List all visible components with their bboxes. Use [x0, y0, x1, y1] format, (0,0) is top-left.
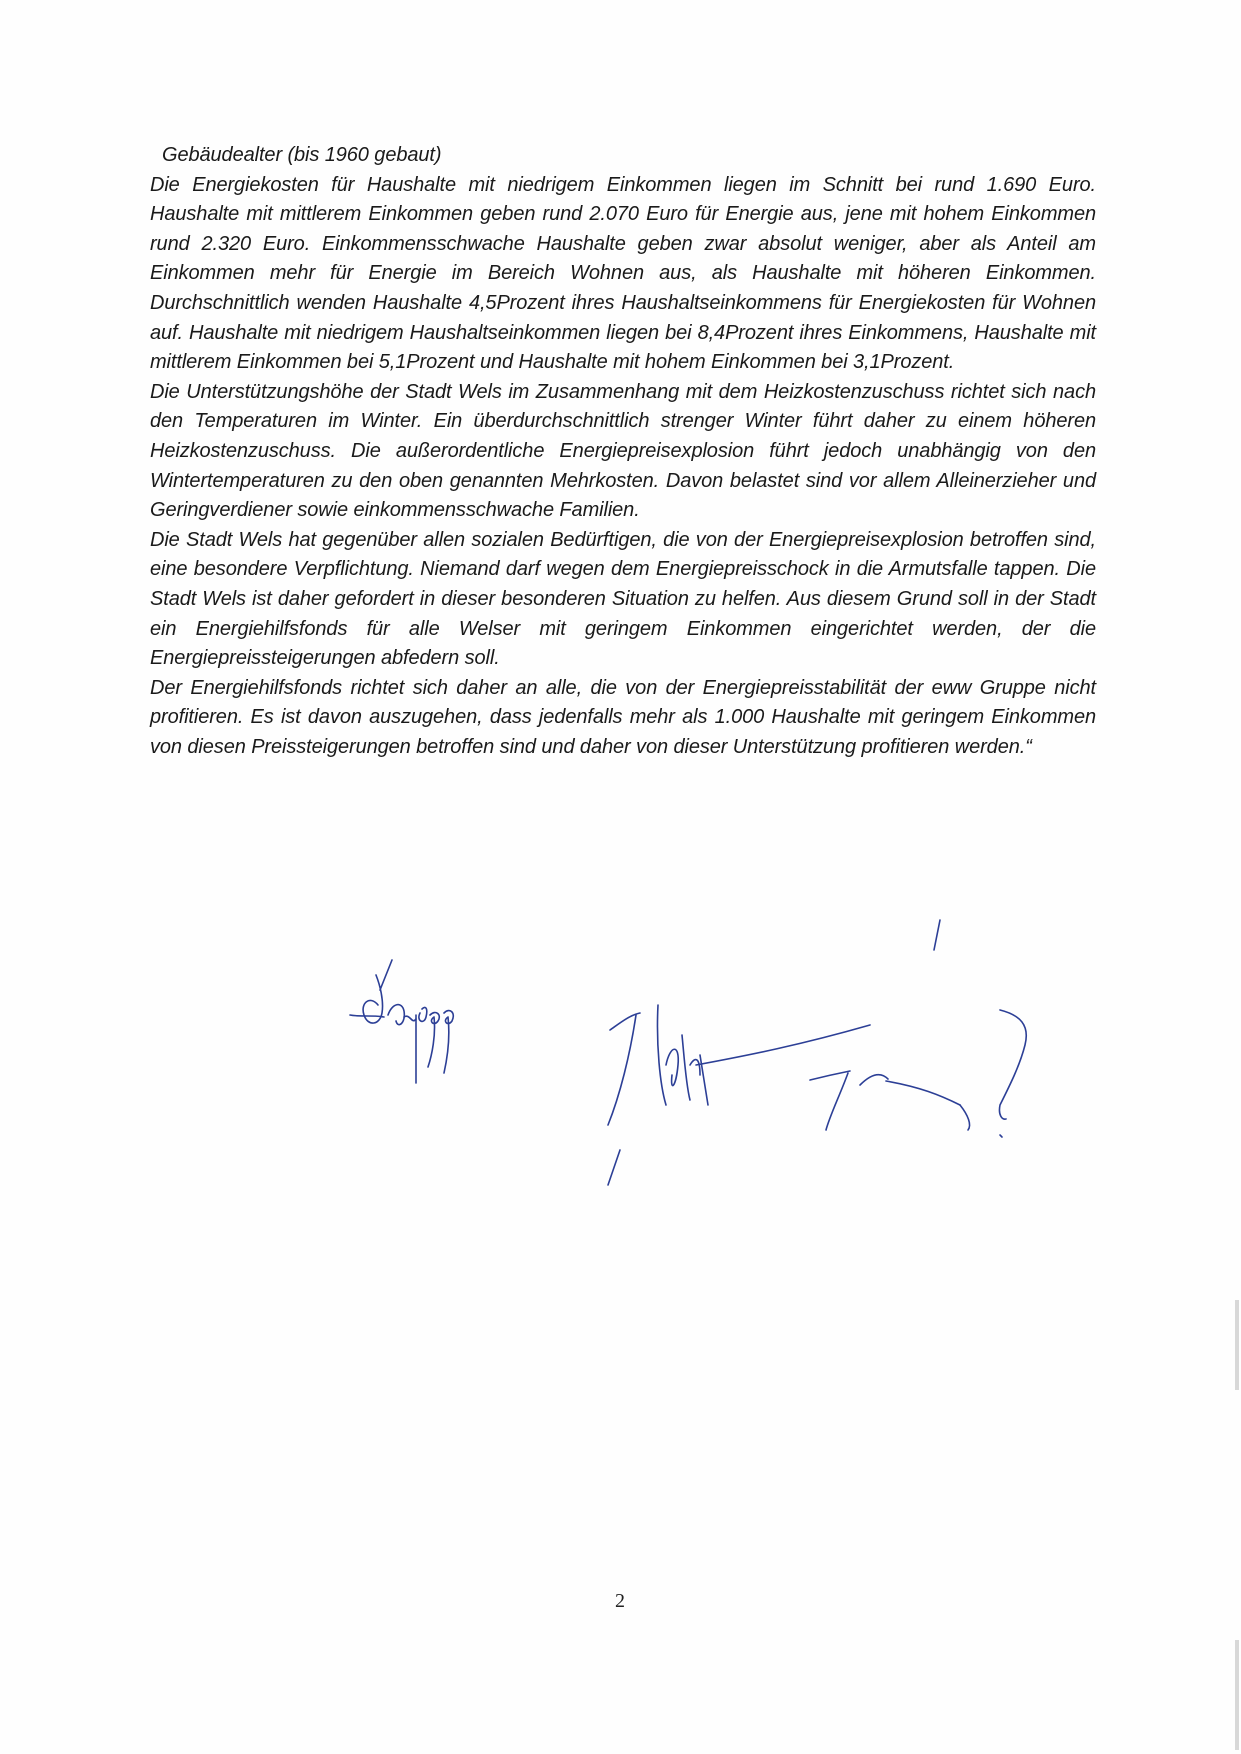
paragraph-energy-costs: Die Energiekosten für Haushalte mit niedrigem Einkommen liegen im Schnitt bei rund 1.690 Euro. Haushalte mit mittlerem Einkommen geben rund 2.070 Euro für Energie aus, jene mit hohem Einkommen rund 2.320 Euro. Einkommensschwache Haushalte geben zwar absolut weniger, aber als Anteil am Einkommen mehr für Energie im Bereich Wohnen aus, als Haushalte mit höheren Einkommen. Durchschnittlich wenden Haushalte 4,5Prozent ihres Haushaltseinkommens für Energiekosten für Wohnen auf. Haushalte mit niedrigem Haushaltseinkommen liegen bei 8,4Prozent ihres Einkommens, Haushalte mit mittlerem Einkommen bei 5,1Prozent und Haushalte mit hohem Einkommen bei 3,1Prozent.: [150, 173, 1096, 374]
signature-right: [600, 915, 1120, 1175]
scan-edge-mark: [1235, 1640, 1239, 1750]
document-body: [150, 141, 1096, 762]
signature-right-drawing: [600, 915, 1120, 1175]
signature-left: [340, 955, 520, 1095]
paragraph-energy-fund: Der Energiehilfsfonds richtet sich daher an alle, die von der Energiepreisstabilität der eww Gruppe nicht profitieren. Es ist davon auszugehen, dass jedenfalls mehr als 1.000 Haushalte mit geringem Einkommen von diesen Preissteigerungen betroffen sind und daher von dieser Unterstützung profitieren werden.“: [150, 676, 1096, 758]
paragraph-city-obligation: Die Stadt Wels hat gegenüber allen sozialen Bedürftigen, die von der Energiepreisexplosion betroffen sind, eine besondere Verpflichtung. Niemand darf wegen dem Energiepreisschock in die Armutsfalle tappen. Die Stadt Wels ist daher gefordert in dieser besonderen Situation zu helfen. Aus diesem Grund soll in der Stadt ein Energiehilfsfonds für alle Welser mit geringem Einkommen eingerichtet werden, der die Energiepreissteigerungen abfedern soll.: [150, 528, 1096, 670]
scan-edge-mark: [1235, 1300, 1239, 1390]
paragraph-heating-subsidy: Die Unterstützungshöhe der Stadt Wels im Zusammenhang mit dem Heizkostenzuschuss richtet sich nach den Temperaturen im Winter. Ein überdurchschnittlich strenger Winter führt daher zu einem höheren Heizkostenzuschuss. Die außerordentliche Energiepreisexplosion führt jedoch unabhängig von den Wintertemperaturen zu den oben genannten Mehrkosten. Davon belastet sind vor allem Alleinerzieher und Geringverdiener sowie einkommensschwache Familien.: [150, 380, 1096, 522]
signature-left-drawing: [340, 955, 520, 1095]
heading-line: Gebäudealter (bis 1960 gebaut): [162, 144, 442, 166]
page-number: 2: [615, 1590, 625, 1612]
